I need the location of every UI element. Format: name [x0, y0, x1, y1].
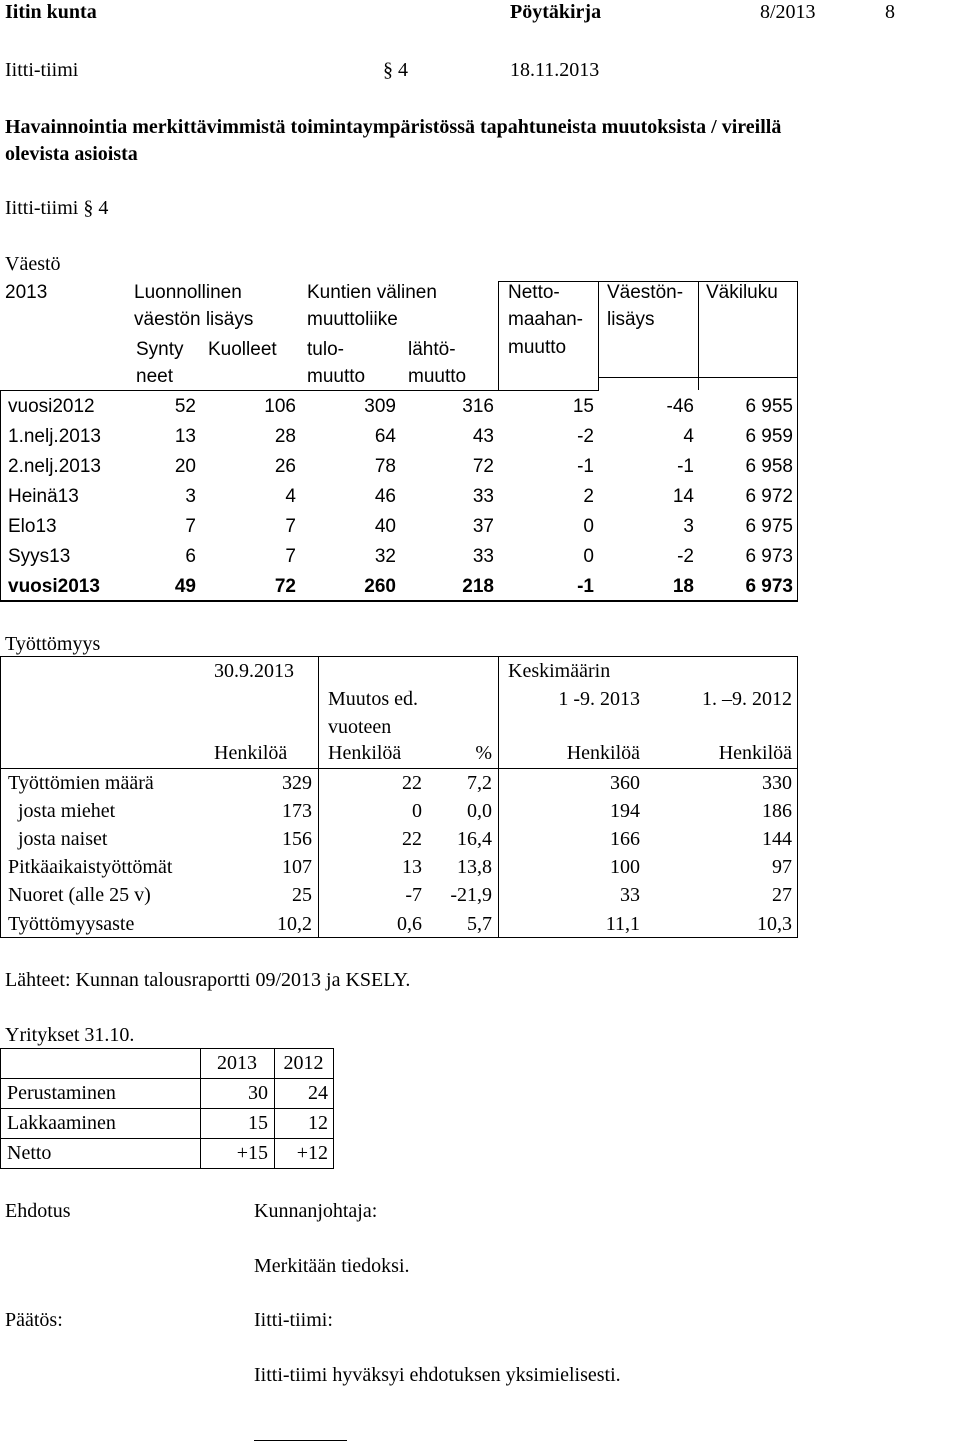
cell-net-immigration: 0 — [583, 546, 594, 567]
row-label: 2.nelj.2013 — [8, 456, 101, 477]
row-label: 1.nelj.2013 — [8, 426, 101, 447]
cell-deaths: 26 — [274, 456, 296, 477]
row-label: vuosi2013 — [8, 576, 100, 597]
companies-heading: Yritykset 31.10. — [5, 1024, 135, 1046]
proposal-label: Ehdotus — [5, 1200, 71, 1222]
cell-inmigration: 32 — [374, 546, 396, 567]
unemp-col-average: Keskimäärin — [508, 660, 611, 682]
unemp-col-avg-2013: 1 -9. 2013 — [558, 688, 640, 710]
section-number: § 4 — [383, 59, 408, 81]
subheading: Iitti-tiimi § 4 — [5, 197, 109, 219]
row-label: Työttömyysaste — [8, 913, 135, 935]
cell-births: 3 — [185, 486, 196, 507]
pop-col-births-1: Synty — [136, 339, 184, 360]
cell-outmigration: 33 — [472, 486, 494, 507]
pop-col-increase-1: Väestön- — [607, 282, 684, 303]
page-number: 8 — [885, 1, 895, 23]
cell-outmigration: 37 — [472, 516, 494, 537]
pop-col-increase-2: lisäys — [607, 309, 655, 330]
unemp-col-change-1: Muutos ed. — [328, 688, 418, 710]
cell-persons: 173 — [282, 800, 312, 822]
cell-increase: 14 — [672, 486, 694, 507]
signature-line — [254, 1440, 347, 1441]
pop-col-inmigration-2: muutto — [307, 366, 366, 387]
pop-col-migration-2: muuttoliike — [307, 309, 398, 330]
cell-2012: +12 — [296, 1142, 328, 1164]
cell-population: 6 973 — [745, 576, 793, 597]
cell-avg-2012: 144 — [762, 828, 792, 850]
cell-outmigration: 316 — [462, 396, 494, 417]
pop-col-natural-2: väestön lisäys — [134, 309, 254, 330]
cell-population: 6 955 — [745, 396, 793, 417]
cell-avg-2013: 33 — [620, 884, 640, 906]
unemp-col-percent: % — [475, 742, 492, 764]
row-label: Nuoret (alle 25 v) — [8, 884, 151, 906]
cell-deaths: 7 — [285, 546, 296, 567]
cell-2012: 12 — [308, 1112, 328, 1134]
cell-change: 13 — [402, 856, 422, 878]
decision-by: Iitti-tiimi: — [254, 1309, 333, 1331]
cell-avg-2013: 11,1 — [605, 913, 640, 935]
unemp-col-date: 30.9.2013 — [214, 660, 294, 682]
document-type: Pöytäkirja — [510, 1, 602, 23]
cell-percent: 0,0 — [467, 800, 492, 822]
cell-increase: 18 — [672, 576, 694, 597]
cell-change: 22 — [402, 828, 422, 850]
row-label: Työttömien määrä — [8, 772, 154, 794]
proposal-text: Merkitään tiedoksi. — [254, 1255, 410, 1277]
pop-col-population: Väkiluku — [706, 282, 778, 303]
unemployment-heading: Työttömyys — [5, 633, 101, 655]
cell-births: 13 — [174, 426, 196, 447]
cell-births: 49 — [174, 576, 196, 597]
population-heading: Väestö — [5, 253, 61, 275]
pop-col-outmigration-1: lähtö- — [408, 339, 456, 360]
proposal-by: Kunnanjohtaja: — [254, 1200, 378, 1222]
cell-percent: 7,2 — [467, 772, 492, 794]
row-label: Pitkäaikaistyöttömät — [8, 856, 173, 878]
row-label: Perustaminen — [7, 1082, 116, 1104]
pop-col-net-1: Netto- — [508, 282, 560, 303]
cell-population: 6 958 — [745, 456, 793, 477]
cell-deaths: 106 — [264, 396, 296, 417]
cell-persons: 329 — [282, 772, 312, 794]
unemp-col-avg-2012: 1. –9. 2012 — [702, 688, 792, 710]
cell-births: 20 — [174, 456, 196, 477]
pop-col-natural-1: Luonnollinen — [134, 282, 242, 303]
cell-increase: -46 — [666, 396, 694, 417]
page-title — [5, 115, 781, 139]
companies-col-2012: 2012 — [283, 1052, 324, 1074]
sources-note: Lähteet: Kunnan talousraportti 09/2013 ja KSELY. — [5, 969, 411, 991]
cell-inmigration: 78 — [374, 456, 396, 477]
pop-col-deaths: Kuolleet — [208, 339, 277, 360]
companies-col-2013: 2013 — [217, 1052, 257, 1074]
cell-avg-2013: 360 — [610, 772, 640, 794]
cell-persons: 156 — [282, 828, 312, 850]
pop-col-inmigration-1: tulo- — [307, 339, 344, 360]
cell-births: 7 — [185, 516, 196, 537]
cell-percent: 5,7 — [467, 913, 492, 935]
cell-avg-2013: 100 — [610, 856, 640, 878]
row-label: josta miehet — [18, 800, 116, 822]
cell-population: 6 975 — [745, 516, 793, 537]
cell-increase: 3 — [683, 516, 694, 537]
unemp-col-avg13-persons: Henkilöä — [566, 742, 640, 764]
body-name: Iitti-tiimi — [5, 59, 79, 81]
row-label: Lakkaaminen — [7, 1112, 116, 1134]
municipality-name: Iitin kunta — [5, 1, 97, 23]
pop-col-migration-1: Kuntien välinen — [307, 282, 437, 303]
unemp-col-avg12-persons: Henkilöä — [718, 742, 792, 764]
unemp-col-persons: Henkilöä — [214, 742, 288, 764]
cell-inmigration: 46 — [374, 486, 396, 507]
row-label: Heinä13 — [8, 486, 79, 507]
cell-deaths: 4 — [285, 486, 296, 507]
cell-deaths: 28 — [274, 426, 296, 447]
cell-avg-2012: 186 — [762, 800, 792, 822]
cell-net-immigration: -2 — [577, 426, 594, 447]
cell-net-immigration: -1 — [577, 576, 594, 597]
cell-persons: 10,2 — [277, 913, 312, 935]
cell-outmigration: 33 — [472, 546, 494, 567]
row-label: josta naiset — [18, 828, 108, 850]
meeting-date: 18.11.2013 — [510, 59, 600, 81]
cell-net-immigration: 15 — [572, 396, 594, 417]
pop-col-births-2: neet — [136, 366, 173, 387]
cell-avg-2012: 10,3 — [757, 913, 792, 935]
document-number: 8/2013 — [760, 1, 816, 23]
cell-inmigration: 260 — [364, 576, 396, 597]
cell-change: 0,6 — [397, 913, 422, 935]
unemp-col-change-persons: Henkilöä — [328, 742, 402, 764]
pop-col-net-2: maahan- — [508, 309, 583, 330]
cell-avg-2012: 97 — [772, 856, 792, 878]
unemp-col-change-2: vuoteen — [328, 716, 392, 738]
cell-births: 6 — [185, 546, 196, 567]
cell-percent: 16,4 — [457, 828, 492, 850]
pop-col-outmigration-2: muutto — [408, 366, 467, 387]
decision-label: Päätös: — [5, 1309, 63, 1331]
cell-population: 6 973 — [745, 546, 793, 567]
cell-increase: -2 — [677, 546, 694, 567]
cell-avg-2013: 194 — [610, 800, 640, 822]
cell-percent: -21,9 — [450, 884, 492, 906]
cell-avg-2013: 166 — [610, 828, 640, 850]
cell-avg-2012: 27 — [772, 884, 792, 906]
title-line-2: olevista asioista — [5, 143, 138, 165]
cell-increase: -1 — [677, 456, 694, 477]
cell-percent: 13,8 — [457, 856, 492, 878]
pop-col-year: 2013 — [5, 282, 48, 303]
cell-2013: 30 — [248, 1082, 268, 1104]
cell-inmigration: 40 — [374, 516, 396, 537]
cell-net-immigration: 0 — [583, 516, 594, 537]
cell-outmigration: 218 — [462, 576, 494, 597]
cell-net-immigration: -1 — [577, 456, 594, 477]
cell-population: 6 972 — [745, 486, 793, 507]
page-title-cont — [5, 142, 138, 166]
cell-deaths: 7 — [285, 516, 296, 537]
cell-outmigration: 43 — [472, 426, 494, 447]
cell-persons: 107 — [282, 856, 312, 878]
pop-col-net-3: muutto — [508, 337, 567, 358]
cell-change: 22 — [402, 772, 422, 794]
cell-births: 52 — [174, 396, 196, 417]
row-label: vuosi2012 — [8, 396, 95, 417]
cell-increase: 4 — [683, 426, 694, 447]
row-label: Netto — [7, 1142, 52, 1164]
cell-inmigration: 64 — [374, 426, 396, 447]
cell-2013: +15 — [236, 1142, 268, 1164]
cell-change: -7 — [405, 884, 422, 906]
row-label: Elo13 — [8, 516, 57, 537]
row-label: Syys13 — [8, 546, 71, 567]
cell-net-immigration: 2 — [583, 486, 594, 507]
title-line-1: Havainnointia merkittävimmistä toimintaympäristössä tapahtuneista muutoksista / vireillä — [5, 116, 782, 138]
cell-2012: 24 — [308, 1082, 328, 1104]
cell-avg-2012: 330 — [762, 772, 792, 794]
decision-text: Iitti-tiimi hyväksyi ehdotuksen yksimielisesti. — [254, 1364, 621, 1386]
cell-change: 0 — [412, 800, 422, 822]
cell-deaths: 72 — [274, 576, 296, 597]
cell-outmigration: 72 — [472, 456, 494, 477]
cell-2013: 15 — [248, 1112, 268, 1134]
cell-persons: 25 — [292, 884, 312, 906]
cell-population: 6 959 — [745, 426, 793, 447]
cell-inmigration: 309 — [364, 396, 396, 417]
